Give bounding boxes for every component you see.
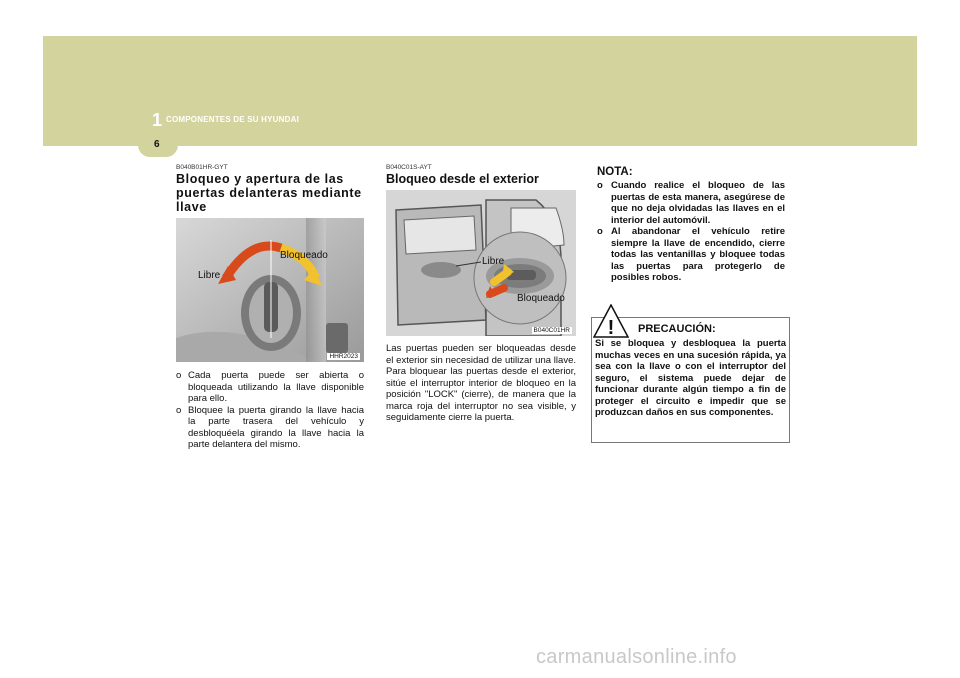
door-key-illustration [176, 218, 364, 362]
list-item [597, 180, 785, 226]
section-code: B040B01HR-GYT [176, 164, 228, 171]
note-text: Cuando realice el bloqueo de las puertas de esta manera, asegúrese de que no deja olvidadas las llaves en el interior del automóvil. [611, 180, 785, 226]
section-heading: Bloqueo y apertura de las puertas delanteras mediante llave [176, 172, 362, 214]
list-item [597, 226, 785, 284]
figure-label-bloqueado: Bloqueado [517, 293, 565, 304]
bullet-text: Cada puerta puede ser abierta o bloqueada utilizando la llave disponible para ello. [188, 370, 364, 404]
chapter-number: 1 [152, 110, 163, 130]
section-heading: Bloqueo desde el exterior [386, 172, 539, 186]
list-item [176, 370, 364, 405]
figure-label-libre: Libre [198, 270, 221, 281]
section-code: B040C01S-AYT [386, 164, 432, 171]
note-list [597, 180, 785, 284]
figure-code: HHR2023 [329, 353, 358, 360]
figure-label-bloqueado: Bloqueado [280, 250, 328, 261]
warning-icon [593, 304, 629, 343]
figure-label-libre: Libre [482, 256, 505, 267]
bullet-marker: o [597, 180, 603, 191]
door-lock-illustration [386, 190, 576, 336]
warning-icon-symbol: ! [607, 317, 615, 338]
body-paragraph: Las puertas pueden ser bloqueadas desde el exterior sin necesidad de utilizar una llave. Para bloquear las puertas desde el exterior, sitúe el interruptor interior de bloqueo en la posición "LOCK" (cierre), de manera que la marca roja del interruptor no sea visible, y seguidamente cierre la puerta. [386, 343, 576, 423]
note-text: Al abandonar el vehículo retire siempre la llave de encendido, cierre todas las ventanillas y bloquee todas las puertas para protegerlo de posibles robos. [611, 226, 785, 283]
bullet-text: Bloquee la puerta girando la llave hacia la parte trasera del vehículo y desbloquéela girando la llave hacia la parte delantera del mismo. [188, 404, 364, 450]
bullet-marker: o [176, 404, 182, 416]
caution-title: PRECAUCIÓN: [638, 323, 716, 335]
door-key-figure [176, 218, 364, 362]
caution-text: Si se bloquea y desbloquea la puerta muchas veces en una sucesión rápida, ya sea con la llave o con el interruptor del seguro, el sistema puede dejar de funcionar durante algún tiempo a fin de proteger el circuito e impedir que se produzcan daños en sus componentes. [595, 338, 786, 418]
chapter-title: COMPONENTES DE SU HYUNDAI [166, 115, 300, 124]
bullet-marker: o [176, 370, 182, 381]
bullet-marker: o [597, 226, 603, 237]
header-band [43, 36, 917, 146]
figure-code: B040C01HR [533, 327, 570, 334]
door-lock-figure [386, 190, 576, 336]
list-item [176, 405, 364, 451]
left-bullet-list [176, 370, 364, 451]
watermark: carmanualsonline.info [536, 646, 737, 668]
page-number: 6 [154, 139, 160, 150]
note-title: NOTA: [597, 166, 633, 178]
